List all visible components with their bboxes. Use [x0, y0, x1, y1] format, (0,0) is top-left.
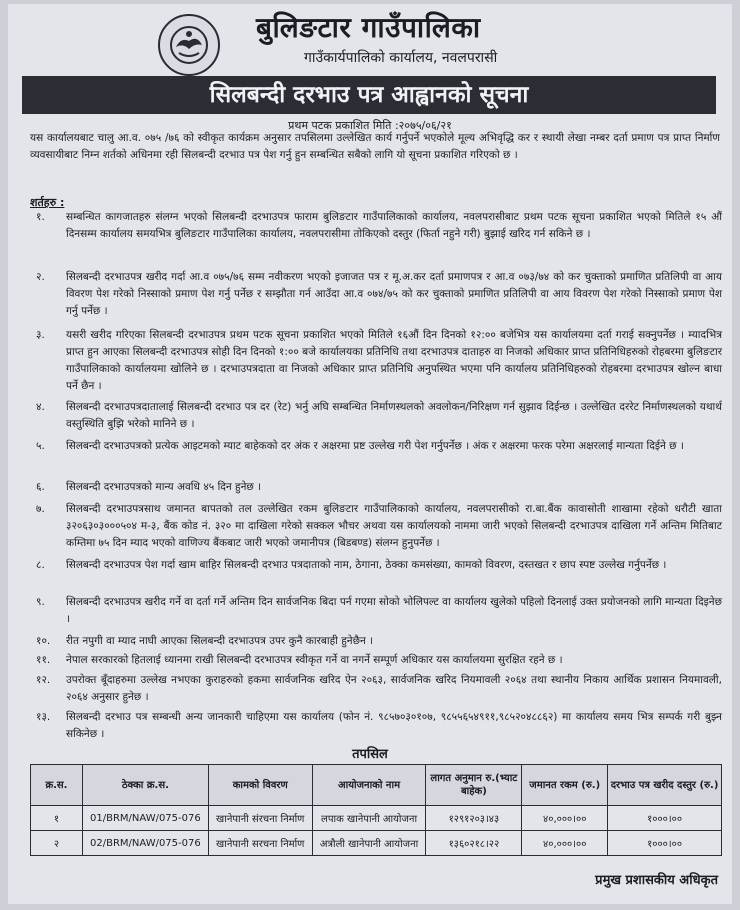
table-cell: 01/BRM/NAW/075-076 — [82, 806, 208, 831]
table-row — [31, 806, 722, 831]
column-header: क्र.स. — [31, 765, 83, 806]
condition-number: २. — [36, 271, 45, 283]
office-subtitle: गाउँकार्यपालिको कार्यालय, नवलपरासी — [304, 50, 498, 66]
header — [8, 4, 732, 80]
condition-text: सिलबन्दी दरभाउपत्रसाथ जमानत बापतको तल उल्लेखित रकम बुलिङटार गाउँपालिकाको कार्यालय, नवलपरासीको रा.बा.बैंक कावासोती शाखामा रहेको धरौटी खाता ३२०६३०३०००५०४ म-३, बैंक कोड नं. ३२० मा दाखिला गरेको सक्कल भौचर अथवा यस कार्यालयको नाममा जारी भएको सिलबन्दी दरभाउपत्र दाखिला गर्ने अन्तिम मितिबाट कम्तिमा ७५ दिन म्याद भएको वाणिज्य बैंकबाट जारी भएको जमानीपत्र (बिडबण्ड) संलग्न हुनुपर्नेछ । — [66, 503, 722, 549]
condition-number: १. — [36, 211, 45, 223]
column-header: लागत अनुमान रु.(भ्याट बाहेक) — [426, 765, 522, 806]
column-header: आयोजनाको नाम — [312, 765, 426, 806]
table-title: तपसिल — [352, 747, 388, 762]
condition-number: ८. — [36, 559, 45, 571]
table-cell: ४०,०००।०० — [522, 806, 608, 831]
condition-number: १३. — [36, 711, 51, 723]
column-header: ठेक्का क्र.स. — [82, 765, 208, 806]
condition-text: सिलबन्दी दरभाउपत्र खरीद गर्ने वा दर्ता गर्ने अन्तिम दिन सार्वजनिक बिदा पर्न गएमा सोको भोलिपल्ट वा कार्यालय खुलेको पहिलो दिनलाई उक्त प्रयोजनको लागि मान्यता दिइनेछ । — [66, 596, 722, 625]
table-cell: 02/BRM/NAW/075-076 — [82, 831, 208, 856]
condition-text: नेपाल सरकारको हितलाई ध्यानमा राखी सिलबन्दी दरभाउपत्र स्वीकृत गर्ने वा नगर्ने सम्पूर्ण अधिकार यस कार्यालयमा सुरक्षित रहने छ । — [66, 654, 563, 666]
table-cell: १०००।०० — [608, 806, 722, 831]
column-header: जमानत रकम (रु.) — [522, 765, 608, 806]
column-header: दरभाउ पत्र खरीद दस्तुर (रु.) — [608, 765, 722, 806]
conditions-heading: शर्तहरु : — [30, 196, 65, 209]
table-cell: १२९१२०३।४३ — [426, 806, 522, 831]
condition-text: उपरोक्त बूँदाहरुमा उल्लेख नभएका कुराहरुको हकमा सार्वजनिक खरिद ऐन २०६३, सार्वजनिक खरिद नियमावली २०६४ तथा स्थानीय निकाय आर्थिक प्रशासन नियमावली, २०६४ अनुसार हुनेछ । — [66, 674, 722, 703]
column-header: कामको विवरण — [208, 765, 312, 806]
table-cell: ४०,०००।०० — [522, 831, 608, 856]
table-cell: १०००।०० — [608, 831, 722, 856]
table-cell: १ — [31, 806, 83, 831]
condition-text: यसरी खरीद गरिएका सिलबन्दी दरभाउपत्र प्रथम पटक सूचना प्रकाशित भएको मितिले १६औं दिन दिनको १२:०० बजेभित्र यस कार्यालयमा दर्ता गराई सक्नुपर्नेछ । म्यादभित्र प्राप्त हुन आएका सिलबन्दी दरभाउपत्र सोही दिन दिनको १:०० बजे कार्यालयका प्रतिनिधि तथा दरभाउपत्र दाताहरु वा निजको अधिकार प्राप्त प्रतिनिधिहरुको रोहबरमा बुलिङटार गाउँपालिकाको कार्यालयमा खोलिने छ । दरभाउपत्रदाता वा निजको अधिकार प्राप्त प्रतिनिधि अनुपस्थित भएमा पनि कार्यालय प्रतिनिधिहरुको रोहबरमा दरभाउपत्र खोल्न बाधा पर्ने छैन । — [66, 329, 722, 392]
table-cell: अत्रौली खानेपानी आयोजना — [312, 831, 426, 856]
condition-number: ३. — [36, 329, 45, 341]
condition-number: ७. — [36, 503, 45, 515]
signature-title: प्रमुख प्रशासकीय अधिकृत — [595, 873, 718, 888]
condition-text: सिलबन्दी दरभाउपत्रको प्रत्येक आइटमको म्याट बाहेकको दर अंक र अक्षरमा प्रष्ट उल्लेख गरी पेश गर्नुपर्नेछ । अंक र अक्षरमा फरक परेमा अक्षरलाई मान्यता दिईने छ । — [66, 440, 684, 452]
notice-page — [8, 4, 732, 904]
table-cell: २ — [31, 831, 83, 856]
condition-number: ११. — [36, 654, 51, 666]
condition-number: ९. — [36, 596, 45, 608]
table-header-row — [31, 765, 722, 806]
condition-number: ४. — [36, 401, 45, 413]
notice-title: सिलबन्दी दरभाउ पत्र आह्वानको सूचना — [22, 76, 716, 114]
table-cell: लपाक खानेपानी आयोजना — [312, 806, 426, 831]
condition-text: सिलबन्दी दरभाउपत्रदातालाई सिलबन्दी दरभाउ पत्र दर (रेट) भर्नु अघि सम्बन्धित निर्माणस्थलको अवलोकन/निरिक्षण गर्न सुझाव दिईन्छ । उल्लेखित दररेट निर्माणस्थलको यथार्थ वस्तुस्थिति बुझि भरेको मानिने छ । — [66, 401, 722, 430]
table-cell: खानेपानी सरचना निर्माण — [208, 831, 312, 856]
condition-number: ५. — [36, 440, 45, 452]
nepal-emblem-icon — [158, 14, 220, 76]
condition-text: सिलबन्दी दरभाउ पत्र सम्बन्धी अन्य जानकारी चाहिएमा यस कार्यालय (फोन नं. ९८५७०३०१०७, ९८५५६५४९११,९८५२०४८८६२) मा कार्यालय समय भित्र सम्पर्क गरी बुझ्न सकिनेछ । — [66, 711, 722, 740]
condition-text: सम्बन्धित कागजातहरु संलग्न भएको सिलबन्दी दरभाउपत्र फाराम बुलिङटार गाउँपालिकाको कार्यालय, नवलपरासीबाट प्रथम पटक सूचना प्रकाशित भएको मितिले १५ औं दिनसम्म कार्यालय समयभित्र बुलिङटार गाउँपालिका कार्यालय, नवलपरासीमा तोकिएको दस्तुर (फिर्ता नहुने गरी) बुझाई खरिद गर्न सकिने छ । — [66, 211, 722, 240]
table-cell: खानेपानी संरचना निर्माण — [208, 806, 312, 831]
schedule-table — [30, 764, 722, 856]
condition-text: सिलबन्दी दरभाउपत्रको मान्य अवधि ४५ दिन हुनेछ । — [66, 481, 262, 493]
office-name: बुलिङटार गाउँपालिका — [256, 11, 481, 44]
condition-number: ६. — [36, 481, 45, 493]
table-cell: १३६०२१८।२२ — [426, 831, 522, 856]
condition-number: १०. — [36, 635, 51, 647]
publish-date: प्रथम पटक प्रकाशित मिति :२०७५/०६/२१ — [288, 119, 452, 132]
table-row — [31, 831, 722, 856]
intro-paragraph: यस कार्यालयबाट चालु आ.व. ०७५ /७६ को स्वीकृत कार्यक्रम अनुसार तपसिलमा उल्लेखित कार्य गर्नुपर्ने भएकोले मूल्य अभिवृद्धि कर र स्थायी लेखा नम्बर दर्ता प्रमाण पत्र प्राप्त निर्माण व्यवसायीबाट निम्न शर्तको अधिनमा रही सिलबन्दी दरभाउ पत्र पेश गर्नु हुन सम्बन्धित सबैको लागि यो सूचना प्रकाशित गरिएको छ । — [30, 132, 720, 161]
condition-text: रीत नपुगी वा म्याद नाघी आएका सिलबन्दी दरभाउपत्र उपर कुनै कारबाही हुनेछैन । — [66, 635, 374, 647]
condition-text: सिलबन्दी दरभाउपत्र पेश गर्दा खाम बाहिर सिलबन्दी दरभाउ पत्रदाताको नाम, ठेगाना, ठेक्का कमसंख्या, कामको विवरण, दस्तखत र छाप स्पष्ट उल्लेख गर्नुपर्नेछ । — [66, 559, 667, 571]
condition-text: सिलबन्दी दरभाउपत्र खरीद गर्दा आ.व ०७५/७६ सम्म नवीकरण भएको इजाजत पत्र र मू.अ.कर दर्ता प्रमाणपत्र र आ.व ०७३/७४ को कर चुक्ताको प्रमाणित प्रतिलिपी वा आय विवरण पेश गरेको निस्साको प्रमाण पेश गर्नु पर्नेछ र सम्झौता गर्न आउँदा आ.व ०७४/७५ को कर चुक्ताको प्रमाणित प्रतिलिपी वा आय विवरण पेश गरेको निस्साको प्रमाण पेश गर्नु पर्नेछ । — [66, 271, 722, 317]
condition-number: १२. — [36, 674, 51, 686]
